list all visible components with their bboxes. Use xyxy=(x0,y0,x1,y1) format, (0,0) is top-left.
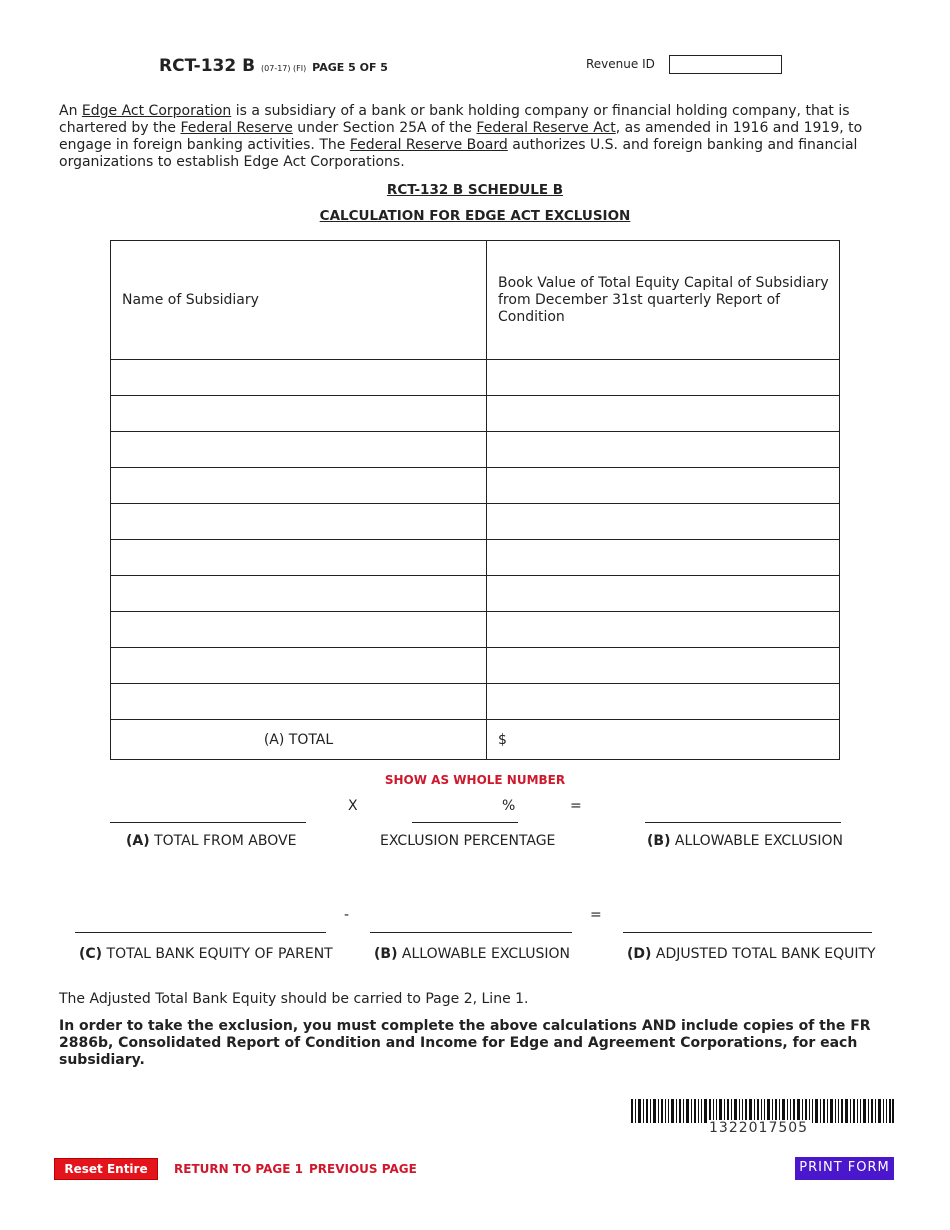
table-header-row xyxy=(111,241,840,360)
schedule-title: RCT-132 B SCHEDULE B xyxy=(386,182,564,198)
table-row xyxy=(111,612,840,648)
subsidiary-name-input[interactable] xyxy=(111,540,487,576)
subsidiary-name-input[interactable] xyxy=(111,648,487,684)
equity-value-input[interactable] xyxy=(487,612,840,648)
table-row xyxy=(111,504,840,540)
print-form-button[interactable]: PRINT FORM xyxy=(795,1157,894,1180)
carry-note: The Adjusted Total Bank Equity should be carried to Page 2, Line 1. xyxy=(59,991,529,1007)
percent-sign: % xyxy=(502,798,516,814)
table-row xyxy=(111,360,840,396)
subsidiary-name-input[interactable] xyxy=(111,468,487,504)
allowable-exclusion-repeat-input[interactable] xyxy=(370,932,572,933)
table-row xyxy=(111,684,840,720)
multiply-sign: X xyxy=(348,798,358,814)
requirement-note: In order to take the exclusion, you must complete the above calculations AND include copies of the FR 2886b, Consolidated Report of Condition and Income for Edge and Agreement Corporations, for each subsidiary. xyxy=(59,1018,871,1068)
equity-header-line: from December 31st quarterly Report of Condition xyxy=(498,291,781,325)
intro-paragraph xyxy=(59,103,889,171)
adjusted-equity-input[interactable] xyxy=(623,932,872,933)
intro-text: is a subsidiary of a bank or bank holding company or financial holding company, that is chartered by the xyxy=(59,103,850,136)
form-id xyxy=(159,56,388,76)
subsidiary-table xyxy=(110,240,840,760)
equity-column-header xyxy=(487,241,840,360)
allowable-exclusion-label-2: (B) ALLOWABLE EXCLUSION xyxy=(374,946,571,962)
exclusion-percentage-input[interactable] xyxy=(412,822,518,823)
exclusion-percentage-label: EXCLUSION PERCENTAGE xyxy=(380,833,556,849)
revenue-id-input[interactable] xyxy=(669,55,782,74)
revenue-id-label: Revenue ID xyxy=(586,57,655,71)
adjusted-equity-label: (D) ADJUSTED TOTAL BANK EQUITY xyxy=(627,946,876,962)
federal-reserve-act-link[interactable]: Federal Reserve Act xyxy=(476,120,616,136)
equity-value-input[interactable] xyxy=(487,360,840,396)
table-row xyxy=(111,432,840,468)
equity-value-input[interactable] xyxy=(487,468,840,504)
previous-page-button[interactable]: PREVIOUS PAGE xyxy=(309,1162,417,1176)
table-row xyxy=(111,648,840,684)
page-indicator: PAGE 5 OF 5 xyxy=(312,61,388,74)
minus-sign: - xyxy=(344,907,350,923)
total-label: (A) TOTAL xyxy=(111,720,487,760)
equals-sign: = xyxy=(590,907,602,923)
equity-value-input[interactable] xyxy=(487,576,840,612)
subsidiary-name-input[interactable] xyxy=(111,684,487,720)
equity-header-line: Book Value of Total Equity Capital of Subsidiary xyxy=(498,274,829,291)
table-row xyxy=(111,468,840,504)
subsidiary-name-input[interactable] xyxy=(111,504,487,540)
total-value-input[interactable]: $ xyxy=(487,720,840,760)
table-row xyxy=(111,396,840,432)
subsidiary-name-input[interactable] xyxy=(111,612,487,648)
schedule-subtitle: CALCULATION FOR EDGE ACT EXCLUSION xyxy=(319,208,631,224)
form-revision: (07-17) (FI) xyxy=(261,64,307,73)
equity-value-input[interactable] xyxy=(487,648,840,684)
form-number: RCT-132 B xyxy=(159,56,256,76)
federal-reserve-link[interactable]: Federal Reserve xyxy=(180,120,293,136)
allowable-exclusion-label: (B) ALLOWABLE EXCLUSION xyxy=(647,833,844,849)
reset-form-button[interactable]: Reset Entire Form xyxy=(54,1158,158,1180)
equity-value-input[interactable] xyxy=(487,504,840,540)
intro-text: An xyxy=(59,103,82,119)
total-from-above-input[interactable] xyxy=(110,822,306,823)
equity-value-input[interactable] xyxy=(487,540,840,576)
intro-text: authorizes U.S. and foreign banking and financial organizations to establish Edge Act Corporations. xyxy=(59,137,858,170)
subsidiary-name-input[interactable] xyxy=(111,432,487,468)
parent-equity-label: (C) TOTAL BANK EQUITY OF PARENT xyxy=(79,946,333,962)
return-page-1-button[interactable]: RETURN TO PAGE 1 xyxy=(174,1162,303,1176)
whole-number-note: SHOW AS WHOLE NUMBER xyxy=(384,773,566,787)
equity-value-input[interactable] xyxy=(487,432,840,468)
intro-text: under Section 25A of the xyxy=(292,120,477,136)
subsidiary-name-input[interactable] xyxy=(111,396,487,432)
total-row xyxy=(111,720,840,760)
table-row xyxy=(111,540,840,576)
parent-equity-input[interactable] xyxy=(75,932,326,933)
barcode-number: 1322017505 xyxy=(709,1120,809,1136)
edge-act-link[interactable]: Edge Act Corporation xyxy=(81,103,232,119)
table-row xyxy=(111,576,840,612)
equity-value-input[interactable] xyxy=(487,396,840,432)
intro-text: , as amended in 1916 and 1919, to engage in foreign banking activities. The xyxy=(59,120,863,153)
subsidiary-name-input[interactable] xyxy=(111,360,487,396)
total-from-above-label: (A) TOTAL FROM ABOVE xyxy=(126,833,297,849)
federal-reserve-board-link[interactable]: Federal Reserve Board xyxy=(349,137,508,153)
equals-sign: = xyxy=(570,798,582,814)
name-column-header: Name of Subsidiary xyxy=(111,241,487,360)
equity-value-input[interactable] xyxy=(487,684,840,720)
subsidiary-name-input[interactable] xyxy=(111,576,487,612)
allowable-exclusion-input[interactable] xyxy=(645,822,841,823)
